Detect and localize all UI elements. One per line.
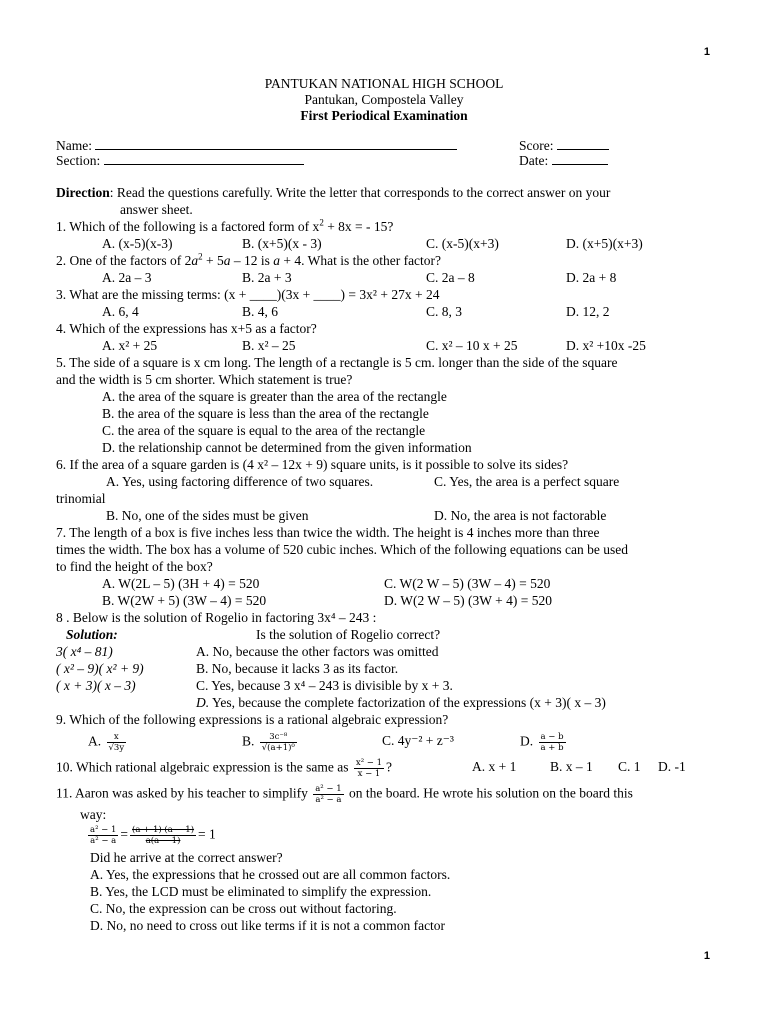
q11-choice-d: D. No, no need to cross out like terms if it is not a common factor [90, 918, 446, 933]
date-label: Date: [519, 153, 549, 168]
q9-choice-b: B. $\frac{\text{3c⁻⁸}}{\text{√(a+1)⁰}}$ [242, 732, 295, 753]
q9-choice-c: C. 4y⁻² + z⁻³ [382, 733, 454, 748]
q3-choice-d: D. 12, 2 [566, 304, 610, 319]
q7-choices-ac [56, 575, 716, 592]
q11-question: Did he arrive at the correct answer? [90, 850, 283, 865]
q11-choice-c: C. No, the expression can be cross out without factoring. [90, 901, 397, 916]
q4-stem: 4. Which of the expressions has x+5 as a factor? [56, 321, 317, 336]
q10-fraction: $\frac{\text{x² − 1}}{x - 1}$ [355, 758, 383, 779]
score-field [519, 138, 609, 154]
q8-choice-b: B. No, because it lacks 3 as its factor. [196, 661, 399, 676]
q10-choice-d: D. -1 [658, 759, 686, 774]
exam-title: First Periodical Examination [300, 108, 468, 123]
q8-row-d [56, 694, 716, 711]
q8-choice-c: C. Yes, because 3 x⁴ – 243 is divisible by x + 3. [196, 678, 453, 693]
q2-choice-c: C. 2a – 8 [426, 270, 475, 285]
q2-choices [56, 269, 716, 286]
date-field [519, 153, 608, 169]
q8-stem: 8 . Below is the solution of Rogelio in factoring 3x⁴ – 243 : [56, 610, 377, 625]
q4-choices [56, 337, 716, 354]
q6-choice-c: C. Yes, the area is a perfect square [434, 474, 620, 489]
q1-stem: 1. Which of the following is a factored form of $x^2 + 8x$ = - 15? [56, 217, 394, 234]
q10-choice-b: B. x – 1 [550, 759, 593, 774]
school-name: PANTUKAN NATIONAL HIGH SCHOOL [264, 76, 504, 91]
q5-choice-b: B. the area of the square is less than the area of the rectangle [102, 406, 429, 421]
page-number-top: 1 [703, 46, 710, 58]
q2-choice-b: B. 2a + 3 [242, 270, 292, 285]
q3-choice-a: A. 6, 4 [102, 304, 139, 319]
q7-choices-bd [56, 592, 716, 609]
name-blank [95, 149, 457, 150]
q3-choice-b: B. 4, 6 [242, 304, 279, 319]
q8-row-a [56, 643, 716, 660]
q6-choice-d: D. No, the area is not factorable [434, 508, 607, 523]
q11-stem: 11. Aaron was asked by his teacher to simplify $\frac{\text{a² − 1}}{\text{a² − a}}$ on the board. He wrote his solution on the board this [56, 784, 633, 805]
direction-label: Direction [56, 185, 110, 200]
q1-choice-c: C. (x-5)(x+3) [426, 236, 499, 251]
q5-stem-1: 5. The side of a square is x cm long. The length of a rectangle is 5 cm. longer than the side of the square [56, 355, 618, 370]
q8-solution-row [56, 626, 716, 643]
q9-a-fraction: $\frac{x}{√3y}$ [108, 732, 125, 753]
date-blank [552, 164, 608, 165]
q10-stem: 10. Which rational algebraic expression is the same as [56, 759, 349, 775]
name-field [56, 138, 457, 154]
section-label: Section: [56, 153, 101, 168]
q6-choices-bd [56, 507, 716, 524]
section-blank [104, 164, 304, 165]
questions [56, 184, 716, 934]
q7-stem-3: to find the height of the box? [56, 559, 213, 574]
q7-choice-b: B. W(2W + 5) (3W – 4) = 520 [102, 593, 267, 608]
q1-choice-d: D. (x+5)(x+3) [566, 236, 643, 251]
q11-work-fraction-1: $\frac{\text{a² − 1}}{\text{a² − a}}$ [90, 825, 117, 846]
score-label: Score: [519, 138, 554, 153]
q1-choice-a: A. (x-5)(x-3) [102, 236, 173, 251]
direction-text: : Read the questions carefully. Write the letter that corresponds to the correct answer on your [109, 185, 611, 200]
section-field [56, 153, 304, 169]
q9-choice-d: D. $\frac{a - b}{a + b}$ [520, 732, 564, 753]
q11-work: $\frac{\text{a² − 1}}{\text{a² − a}}$ = $\frac{(a + 1) (a - 1)}{a(a - 1)}$ = 1 [90, 825, 216, 846]
name-label: Name: [56, 138, 92, 153]
score-blank [557, 149, 609, 150]
q8-choice-a: A. No, because the other factors was omitted [196, 644, 439, 659]
q8-choice-d: Yes, because the complete factorization of the expressions (x + 3)( x – 3) [209, 695, 606, 710]
q8-step-2: ( x² – 9)( x² + 9) [56, 661, 144, 676]
q7-choice-c: C. W(2 W – 5) (3W – 4) = 520 [384, 576, 551, 591]
direction [56, 184, 716, 201]
q4-choice-c: C. x² – 10 x + 25 [426, 338, 518, 353]
q8-solution-label: Solution: [66, 627, 118, 642]
q1-choice-b: B. (x+5)(x - 3) [242, 236, 322, 251]
q8-row-c [56, 677, 716, 694]
q5-choice-c: C. the area of the square is equal to the area of the rectangle [102, 423, 426, 438]
q8-step-3: ( x + 3)( x – 3) [56, 678, 136, 693]
page-number-bottom: 1 [703, 950, 710, 962]
q10-choice-a: A. x + 1 [472, 759, 517, 774]
q6-stem: 6. If the area of a square garden is (4 x² – 12x + 9) square units, is it possible to solve its sides? [56, 457, 569, 472]
q8-row-b [56, 660, 716, 677]
q6-choice-b: B. No, one of the sides must be given [106, 508, 309, 523]
q4-choice-b: B. x² – 25 [242, 338, 296, 353]
q11-choice-b: B. Yes, the LCD must be eliminated to simplify the expression. [90, 884, 432, 899]
q6-choice-a: A. Yes, using factoring difference of two squares. [106, 474, 374, 489]
q8-step-1: 3( x⁴ – 81) [56, 644, 113, 659]
q5-choice-a: A. the area of the square is greater than the area of the rectangle [102, 389, 447, 404]
q4-choice-d: D. x² +10x -25 [566, 338, 646, 353]
q11-choice-a: A. Yes, the expressions that he crossed out are all common factors. [90, 867, 451, 882]
q4-choice-a: A. x² + 25 [102, 338, 158, 353]
q9-stem: 9. Which of the following expressions is a rational algebraic expression? [56, 712, 449, 727]
q2-stem: 2. One of the factors of $2a^2 + 5a - 12$ is a + 4. What is the other factor? [56, 251, 442, 268]
q10-choice-c: C. 1 [618, 759, 641, 774]
q10-row: 10. Which rational algebraic expression is the same as $\frac{\text{x² − 1}}{x - 1}$ ? A. x + 1 B. x – 1 C. 1 D. -1 [56, 758, 686, 779]
q9-b-fraction: $\frac{\text{3c⁻⁸}}{\text{√(a+1)⁰}}$ [261, 732, 295, 753]
q7-choice-a: A. W(2L – 5) (3H + 4) = 520 [102, 576, 260, 591]
q11-stem-cont: way: [80, 807, 107, 822]
q3-choice-c: C. 8, 3 [426, 304, 463, 319]
q9-d-fraction: $\frac{a - b}{a + b}$ [540, 732, 564, 753]
q5-choice-d: D. the relationship cannot be determined from the given information [102, 440, 472, 455]
q9-choice-a: A. $\frac{x}{√3y}$ [88, 732, 125, 753]
q5-stem-2: and the width is 5 cm shorter. Which statement is true? [56, 372, 353, 387]
q2-choice-d: D. 2a + 8 [566, 270, 617, 285]
q8-choice-d-letter: D. [196, 695, 210, 710]
school-address: Pantukan, Compostela Valley [304, 92, 464, 107]
q9-choices [56, 728, 716, 754]
q6-choice-c-cont: trinomial [56, 491, 106, 506]
q1-choices [56, 235, 716, 252]
q3-choices [56, 303, 716, 320]
q11-work-fraction-2: $\frac{(a + 1) (a - 1)}{a(a - 1)}$ [132, 825, 195, 846]
q7-stem-1: 7. The length of a box is five inches less than twice the width. The height is 4 inches more than three [56, 525, 600, 540]
q6-choices-ac [56, 473, 716, 490]
q7-choice-d: D. W(2 W – 5) (3W + 4) = 520 [384, 593, 552, 608]
q8-question: Is the solution of Rogelio correct? [256, 627, 441, 642]
q11-fraction: $\frac{\text{a² − 1}}{\text{a² − a}}$ [315, 784, 342, 805]
q7-stem-2: times the width. The box has a volume of 520 cubic inches. Which of the following equations can be used [56, 542, 628, 557]
direction-cont: answer sheet. [120, 202, 193, 217]
q3-stem: 3. What are the missing terms: (x + ____)(3x + ____) = 3x² + 27x + 24 [56, 287, 440, 302]
q2-choice-a: A. 2a – 3 [102, 270, 152, 285]
